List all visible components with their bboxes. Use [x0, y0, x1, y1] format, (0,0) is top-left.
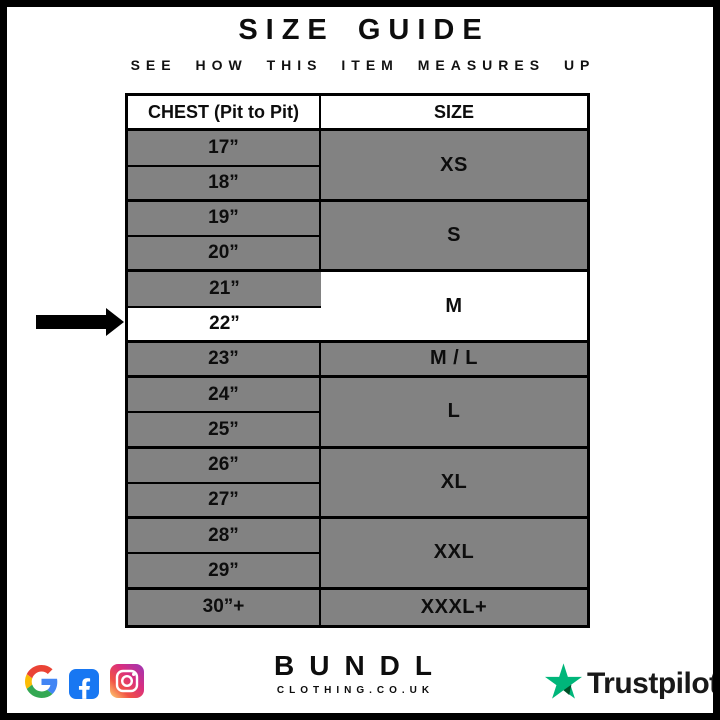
brand-domain: CLOTHING.CO.UK [276, 685, 435, 696]
chest-cell-17: 17” [128, 131, 321, 166]
chest-cell-20: 20” [128, 237, 321, 272]
size-cell-l: L [321, 378, 587, 449]
chest-cell-26: 26” [128, 449, 321, 484]
size-cell-xl: XL [321, 449, 587, 520]
chest-cell-24: 24” [128, 378, 321, 413]
size-table [125, 93, 590, 628]
chest-cell-29: 29” [128, 554, 321, 589]
chest-cell-21: 21” [128, 272, 321, 307]
size-cell-m-highlighted: M [321, 272, 587, 343]
size-cell-m-l: M / L [321, 343, 587, 378]
size-cell-s: S [321, 202, 587, 273]
chest-cell-27: 27” [128, 484, 321, 519]
size-cell-xxl: XXL [321, 519, 587, 590]
size-header-cell: SIZE [321, 96, 587, 131]
brand-name: BUNDL [274, 650, 447, 681]
highlight-arrow-icon [36, 308, 124, 336]
trustpilot-logo [545, 663, 719, 704]
chest-cell-23: 23” [128, 343, 321, 378]
chest-cell-30plus: 30”+ [128, 590, 321, 625]
chest-cell-19: 19” [128, 202, 321, 237]
page-subtitle: SEE HOW THIS ITEM MEASURES UP [130, 57, 596, 73]
arrow-shaft [36, 315, 106, 329]
size-cell-xxxlplus: XXXL+ [321, 590, 587, 625]
page-title: SIZE GUIDE [238, 14, 490, 46]
size-cell-xs: XS [321, 131, 587, 202]
chest-cell-22-highlighted: 22” [128, 308, 321, 343]
chest-cell-18: 18” [128, 167, 321, 202]
trustpilot-star-icon [545, 663, 582, 704]
trustpilot-label: Trustpilot [587, 666, 719, 700]
chest-cell-28: 28” [128, 519, 321, 554]
arrow-head [106, 308, 124, 336]
chest-header-cell: CHEST (Pit to Pit) [128, 96, 321, 131]
chest-cell-25: 25” [128, 413, 321, 448]
